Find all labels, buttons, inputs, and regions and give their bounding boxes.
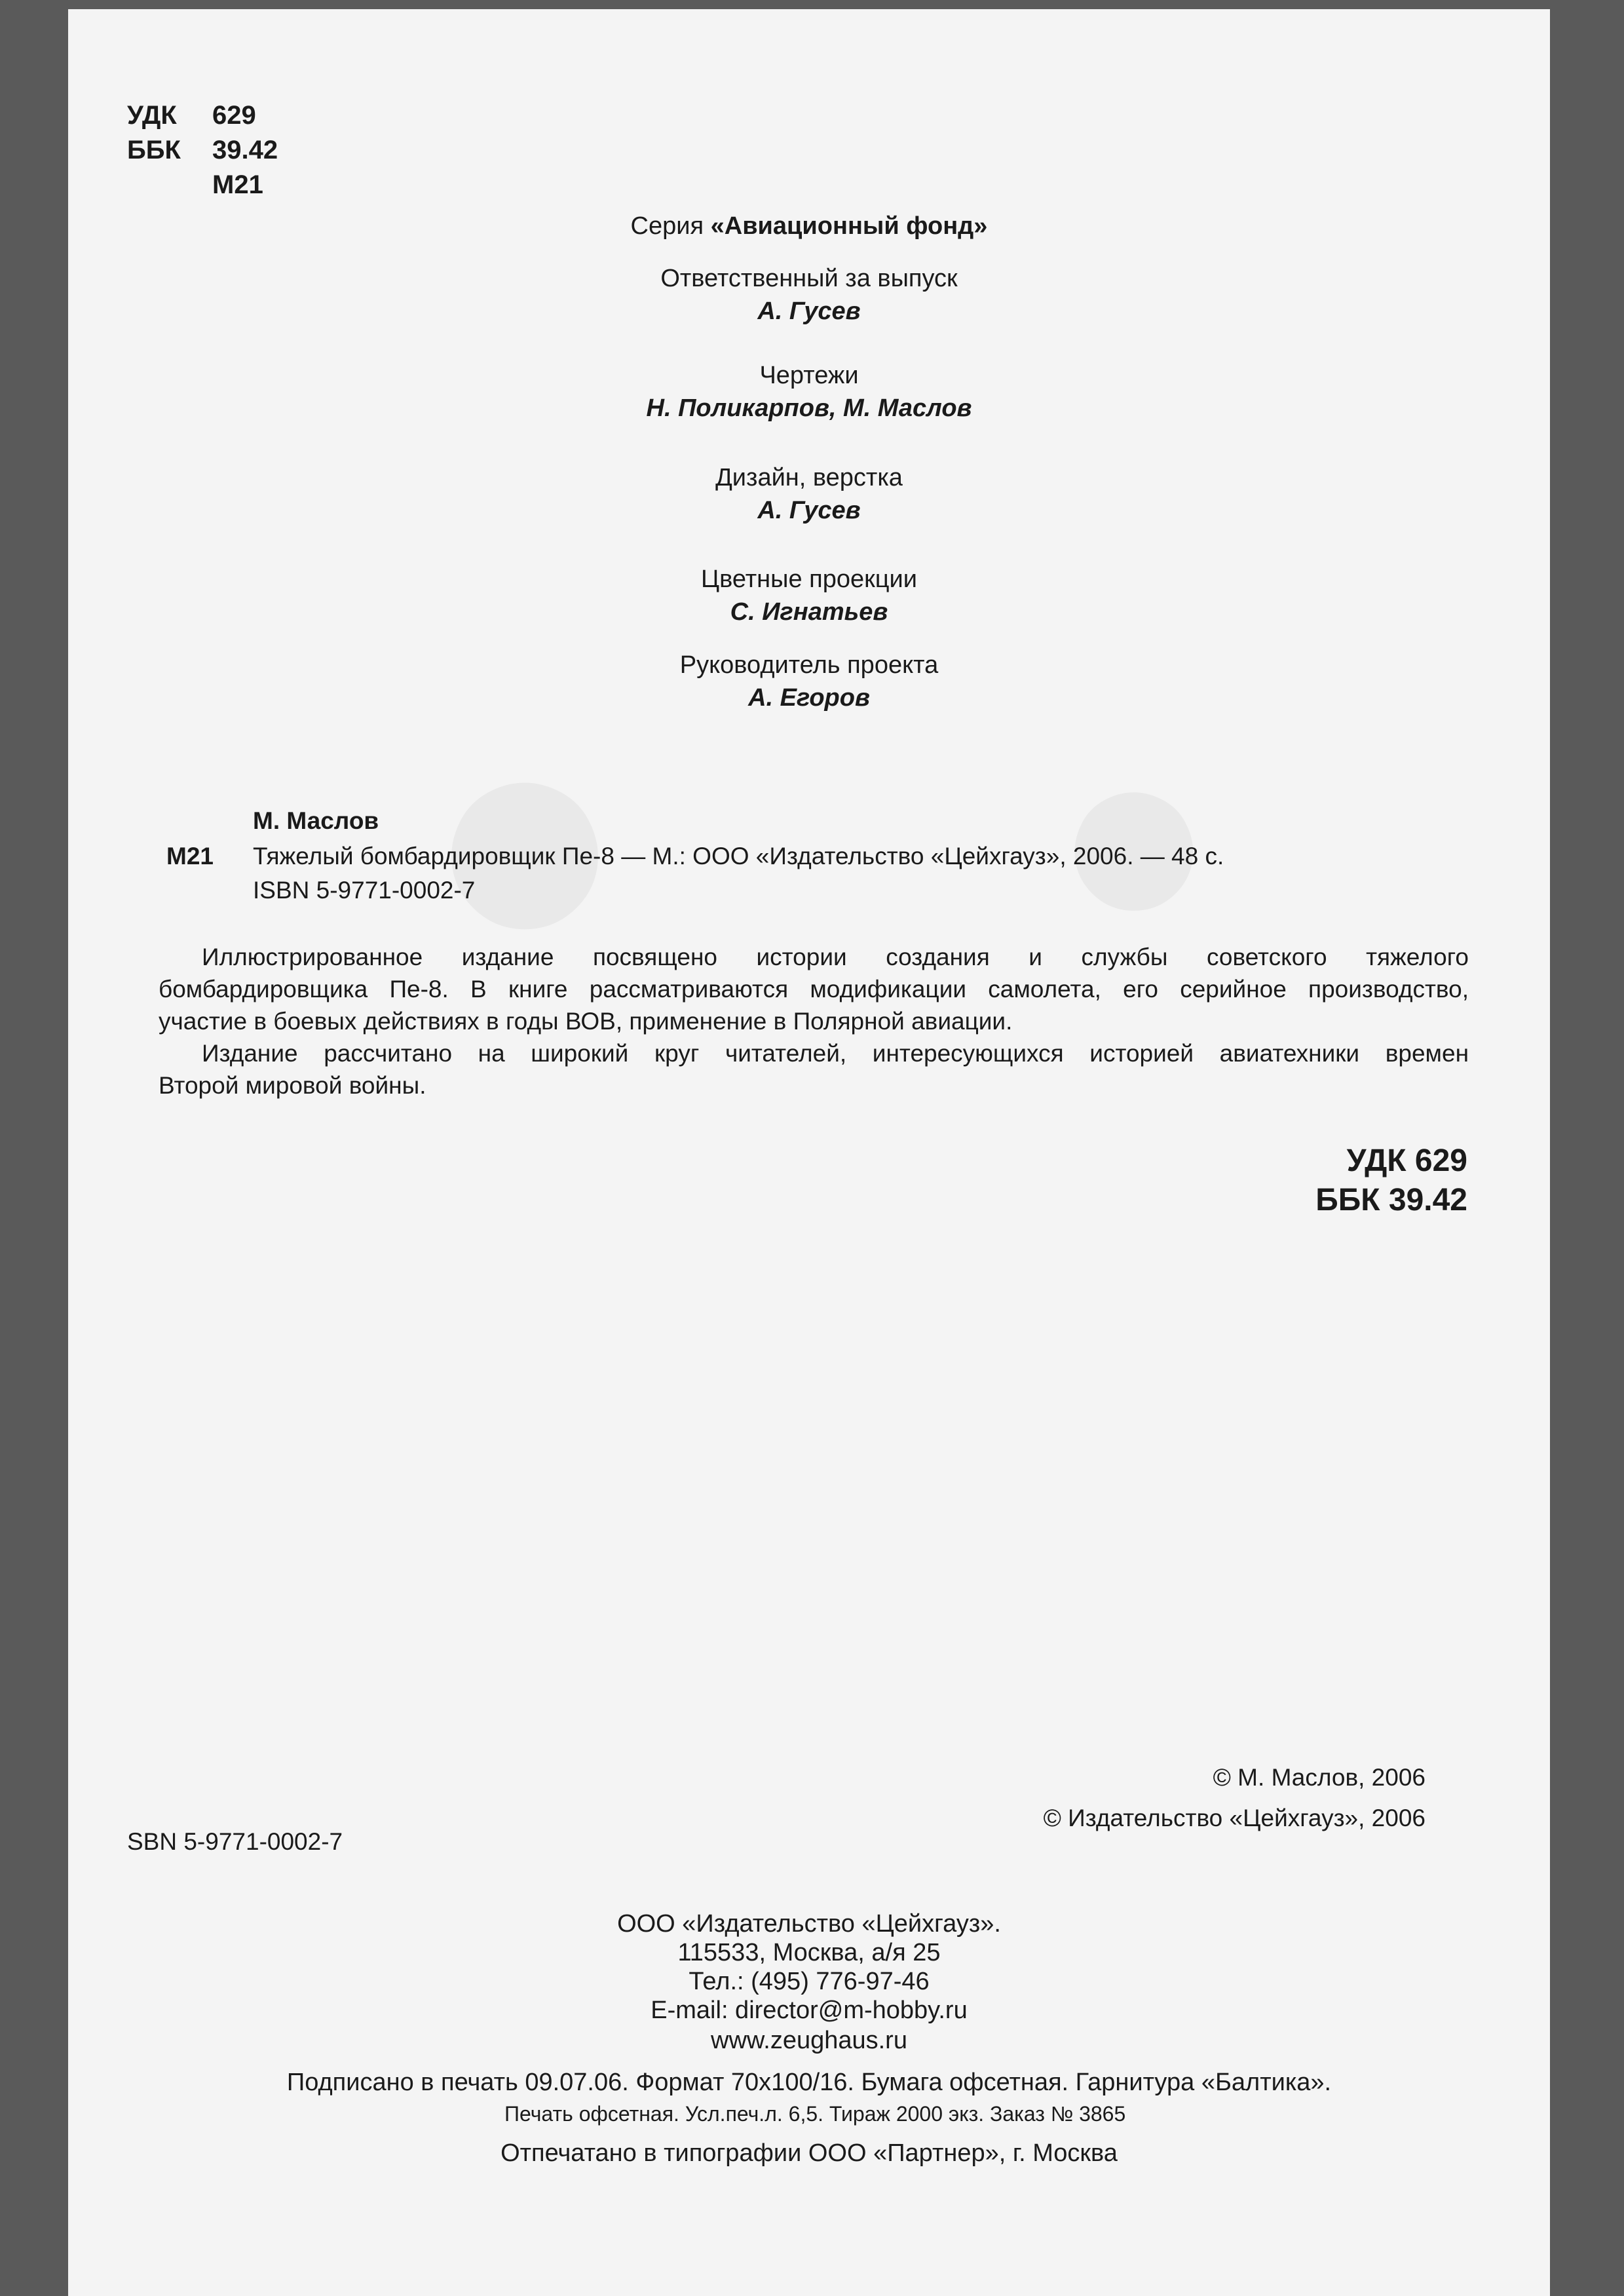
annotation-line: Иллюстрированное издание посвящено истории создания и службы советского тяжелого: [202, 944, 1469, 970]
series-name: «Авиационный фонд»: [710, 212, 988, 240]
bbk-value: 39.42: [212, 136, 278, 164]
bbk-right: ББК 39.42: [1315, 1183, 1467, 1217]
publisher-name: ООО «Издательство «Цейхгауз».: [617, 1910, 1001, 1938]
imprint-line-2: Печать офсетная. Усл.печ.л. 6,5. Тираж 2000 экз. Заказ № 3865: [504, 2102, 1126, 2126]
bib-description: Тяжелый бомбардировщик Пе-8 — М.: ООО «Издательство «Цейхгауз», 2006. — 48 с.: [253, 843, 1224, 870]
bib-mark: М21: [166, 843, 214, 870]
udk-right: УДК 629: [1346, 1143, 1467, 1178]
annotation-paragraph-1: [159, 941, 1469, 1037]
isbn-bottom: SBN 5-9771-0002-7: [127, 1828, 343, 1855]
copyright-author: © М. Маслов, 2006: [1213, 1764, 1426, 1791]
publisher-phone: Тел.: (495) 776-97-46: [689, 1968, 930, 1995]
publisher-website: www.zeughaus.ru: [711, 2027, 907, 2054]
credit-role: Чертежи: [759, 362, 859, 389]
credit-name: А. Гусев: [757, 297, 861, 325]
page-sheet: [68, 9, 1550, 2296]
credit-name: Н. Поликарпов, М. Маслов: [646, 394, 972, 422]
series-line: [68, 210, 1550, 242]
printer-line: Отпечатано в типографии ООО «Партнер», г. Москва: [500, 2139, 1118, 2167]
show-through-shadow: ●: [1051, 681, 1217, 988]
credit-role: Дизайн, верстка: [715, 464, 903, 491]
annotation-line: участие в боевых действиях в годы ВОВ, применение в Полярной авиации.: [159, 1008, 1013, 1035]
credit-role: Ответственный за выпуск: [660, 265, 958, 292]
annotation-line: бомбардировщика Пе-8. В книге рассматриваются модификации самолета, его серийное производство,: [159, 976, 1469, 1003]
publisher-email: E-mail: director@m-hobby.ru: [651, 1997, 968, 2024]
show-through-shadow: ●: [422, 644, 628, 1025]
credit-name: С. Игнатьев: [730, 598, 888, 626]
publisher-address: 115533, Москва, а/я 25: [677, 1939, 941, 1966]
bib-isbn: ISBN 5-9771-0002-7: [253, 877, 476, 904]
udk-value: 629: [212, 101, 256, 130]
bib-author: М. Маслов: [253, 807, 379, 834]
series-prefix: Серия: [630, 212, 704, 240]
udk-label: УДК: [127, 101, 177, 130]
copyright-publisher: © Издательство «Цейхгауз», 2006: [1043, 1805, 1426, 1831]
credit-name: А. Гусев: [757, 497, 861, 524]
annotation-line: Второй мировой войны.: [159, 1072, 426, 1099]
imprint-line-1: Подписано в печать 09.07.06. Формат 70x100/16. Бумага офсетная. Гарнитура «Балтика».: [286, 2069, 1332, 2096]
bbk-label: ББК: [127, 136, 181, 164]
author-mark: М21: [212, 170, 263, 199]
credit-role: Руководитель проекта: [679, 651, 939, 679]
annotation-paragraph-2: [159, 1037, 1469, 1101]
credit-role: Цветные проекции: [701, 565, 917, 593]
credit-name: А. Егоров: [748, 684, 870, 712]
annotation-line: Издание рассчитано на широкий круг читателей, интересующихся историей авиатехники времен: [202, 1040, 1469, 1067]
